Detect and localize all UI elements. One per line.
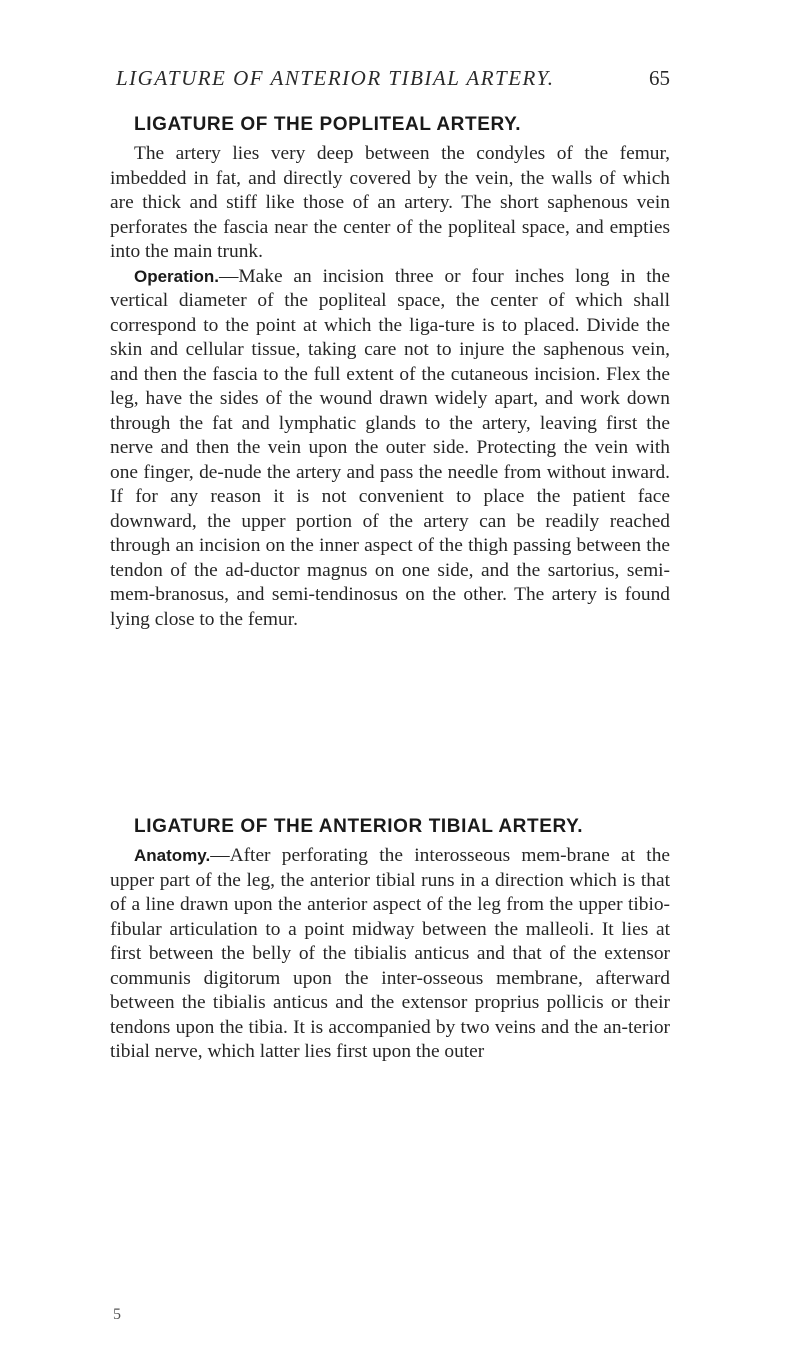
page-number: 65 (649, 66, 670, 90)
section-heading: LIGATURE OF THE POPLITEAL ARTERY. (134, 114, 522, 135)
paragraph-text: The artery lies very deep between the condyles of the femur, imbedded in fat, and directly covered by the vein, the walls of which are thick and stiff like those of an artery. The short saphenous vein perforates the fascia near the center of the popliteal space, and empties into the main trunk. (110, 143, 670, 262)
running-head (110, 66, 670, 96)
section-anterior-tibial-artery (110, 816, 670, 1065)
run-in-label: Anatomy. (134, 846, 211, 865)
run-in-label: Operation. (134, 266, 220, 286)
running-title: LIGATURE OF ANTERIOR TIBIAL ARTERY. (116, 66, 555, 90)
section-popliteal-artery (110, 114, 670, 632)
paragraph-operation (110, 265, 670, 633)
signature-mark: 5 (113, 1306, 121, 1323)
paragraph-description (110, 142, 670, 265)
paragraph-text: —After perforating the interosseous mem-brane at the upper part of the leg, the anterior tibial runs in a direction which is that of a line drawn upon the anterior aspect of the leg from the upper tibio-fibular articulation to a point midway between the malleoli. It lies at first between the belly of the tibialis anticus and that of the extensor communis digitorum upon the inter-osseous membrane, afterward between the tibialis anticus and the extensor proprius pollicis or their tendons upon the tibia. It is accompanied by two veins and the an-terior tibial nerve, which latter lies first upon the outer (110, 845, 670, 1062)
book-page (110, 0, 670, 1346)
paragraph-text: —Make an incision three or four inches long in the vertical diameter of the popliteal space, the center of which shall correspond to the point at which the liga-ture is to placed. Divide the skin and cellular tissue, taking care not to injure the saphenous vein, and then the fascia to the full extent of the cutaneous incision. Flex the leg, have the sides of the wound drawn widely apart, and work down through the fat and lymphatic glands to the artery, leaving first the nerve and then the vein upon the outer side. Protecting the vein with one finger, de-nude the artery and pass the needle from without inward. If for any reason it is not convenient to place the patient face downward, the upper portion of the artery can be readily reached through an incision on the inner aspect of the thigh passing between the tendon of the ad-ductor magnus on one side, and the sartorius, semi-mem-branosus, and semi-tendinosus on the other. The artery is found lying close to the femur. (110, 265, 670, 630)
section-heading: LIGATURE OF THE ANTERIOR TIBIAL ARTERY. (134, 816, 584, 837)
paragraph-anatomy (110, 844, 670, 1065)
